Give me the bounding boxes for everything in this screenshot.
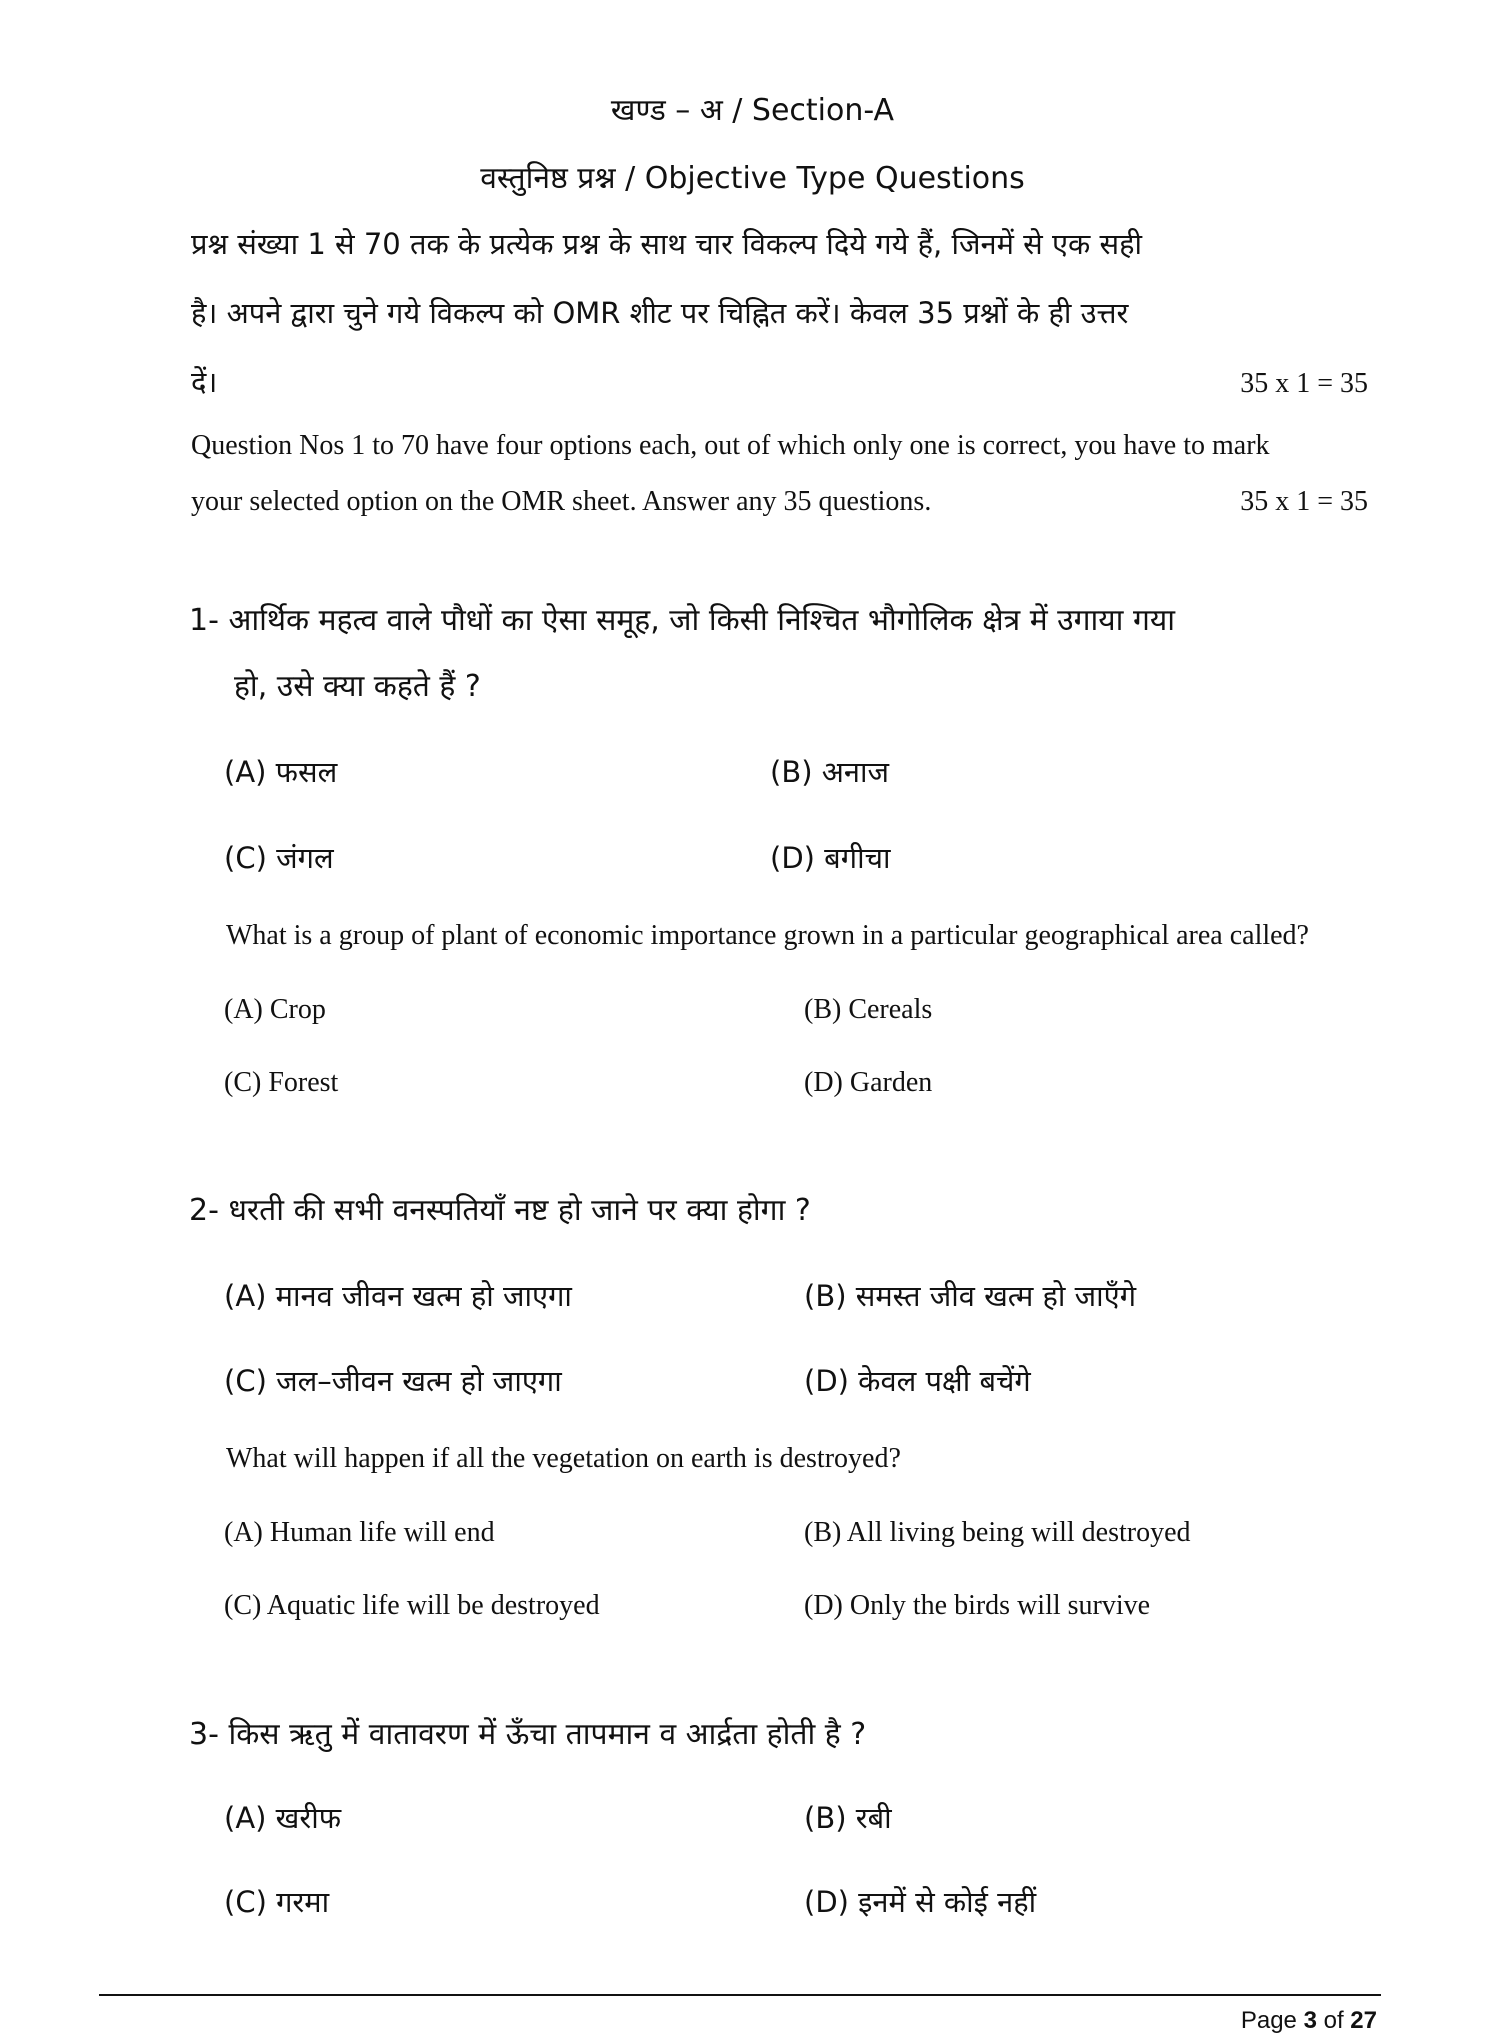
page-of-label: of: [1323, 2007, 1344, 2034]
instruction-hindi-line-2: है। अपने द्वारा चुने गये विकल्प को OMR शीट पर चिह्नित करें। केवल 35 प्रश्नों के ही उत्तर: [191, 296, 1129, 330]
question-2-english-option-b: (B) All living being will destroyed: [804, 1517, 1191, 1548]
question-1-hindi-option-c: (C) जंगल: [224, 841, 334, 875]
instruction-hindi-line-1: प्रश्न संख्या 1 से 70 तक के प्रत्येक प्रश्न के साथ चार विकल्प दिये गये हैं, जिनमें से एक सही: [191, 227, 1143, 261]
question-2-english-option-d: (D) Only the birds will survive: [804, 1590, 1151, 1621]
question-3-hindi-option-c: (C) गरमा: [224, 1885, 330, 1919]
question-3-hindi-option-a: (A) खरीफ: [224, 1801, 342, 1835]
question-2-hindi-line-1: 2- धरती की सभी वनस्पतियाँ नष्ट हो जाने पर क्या होगा ?: [189, 1193, 811, 1228]
question-3-hindi-option-d: (D) इनमें से कोई नहीं: [804, 1885, 1037, 1919]
section-subtitle: वस्तुनिष्ठ प्रश्न / Objective Type Questions: [480, 161, 1025, 196]
question-1-english-option-b: (B) Cereals: [804, 994, 933, 1025]
footer-divider: [99, 1994, 1381, 1996]
question-2-english-option-c: (C) Aquatic life will be destroyed: [224, 1590, 600, 1621]
page-label: Page: [1240, 2007, 1297, 2034]
instruction-english-marks: 35 x 1 = 35: [1240, 486, 1368, 517]
question-3-hindi-line-1: 3- किस ऋतु में वातावरण में ऊँचा तापमान व आर्द्रता होती है ?: [189, 1717, 867, 1752]
question-1-hindi-option-a: (A) फसल: [224, 755, 338, 789]
question-2-hindi-option-b: (B) समस्त जीव खत्म हो जाएँगे: [804, 1279, 1137, 1313]
question-1-hindi-option-b: (B) अनाज: [770, 755, 890, 789]
question-1-hindi-option-d: (D) बगीचा: [770, 841, 891, 875]
question-2-hindi-option-c: (C) जल–जीवन खत्म हो जाएगा: [224, 1364, 562, 1398]
question-2-english-option-a: (A) Human life will end: [224, 1517, 495, 1548]
question-2-english: What will happen if all the vegetation on earth is destroyed?: [226, 1443, 901, 1474]
page-current: 3: [1303, 2007, 1317, 2034]
page-number: [1241, 2007, 1377, 2035]
instruction-english-line-2: your selected option on the OMR sheet. Answer any 35 questions.: [191, 486, 932, 517]
page-total: 27: [1350, 2007, 1377, 2034]
instruction-hindi-marks: 35 x 1 = 35: [1240, 368, 1368, 399]
question-1-english-option-a: (A) Crop: [224, 994, 326, 1025]
question-1-english-option-c: (C) Forest: [224, 1067, 339, 1098]
question-1-hindi-line-1: 1- आर्थिक महत्व वाले पौधों का ऐसा समूह, जो किसी निश्चित भौगोलिक क्षेत्र में उगाया गया: [189, 603, 1176, 638]
instruction-hindi-line-3: दें।: [191, 365, 218, 399]
question-2-hindi-option-d: (D) केवल पक्षी बचेंगे: [804, 1364, 1031, 1398]
question-2-hindi-option-a: (A) मानव जीवन खत्म हो जाएगा: [224, 1279, 572, 1313]
question-1-english: What is a group of plant of economic importance grown in a particular geographical area called?: [226, 920, 1309, 951]
instruction-english-line-1: Question Nos 1 to 70 have four options each, out of which only one is correct, you have to mark: [191, 430, 1270, 461]
question-1-hindi-line-2: हो, उसे क्या कहते हैं ?: [234, 669, 481, 704]
section-title: खण्ड – अ / Section-A: [610, 93, 895, 128]
question-3-hindi-option-b: (B) रबी: [804, 1801, 892, 1835]
question-1-english-option-d: (D) Garden: [804, 1067, 933, 1098]
